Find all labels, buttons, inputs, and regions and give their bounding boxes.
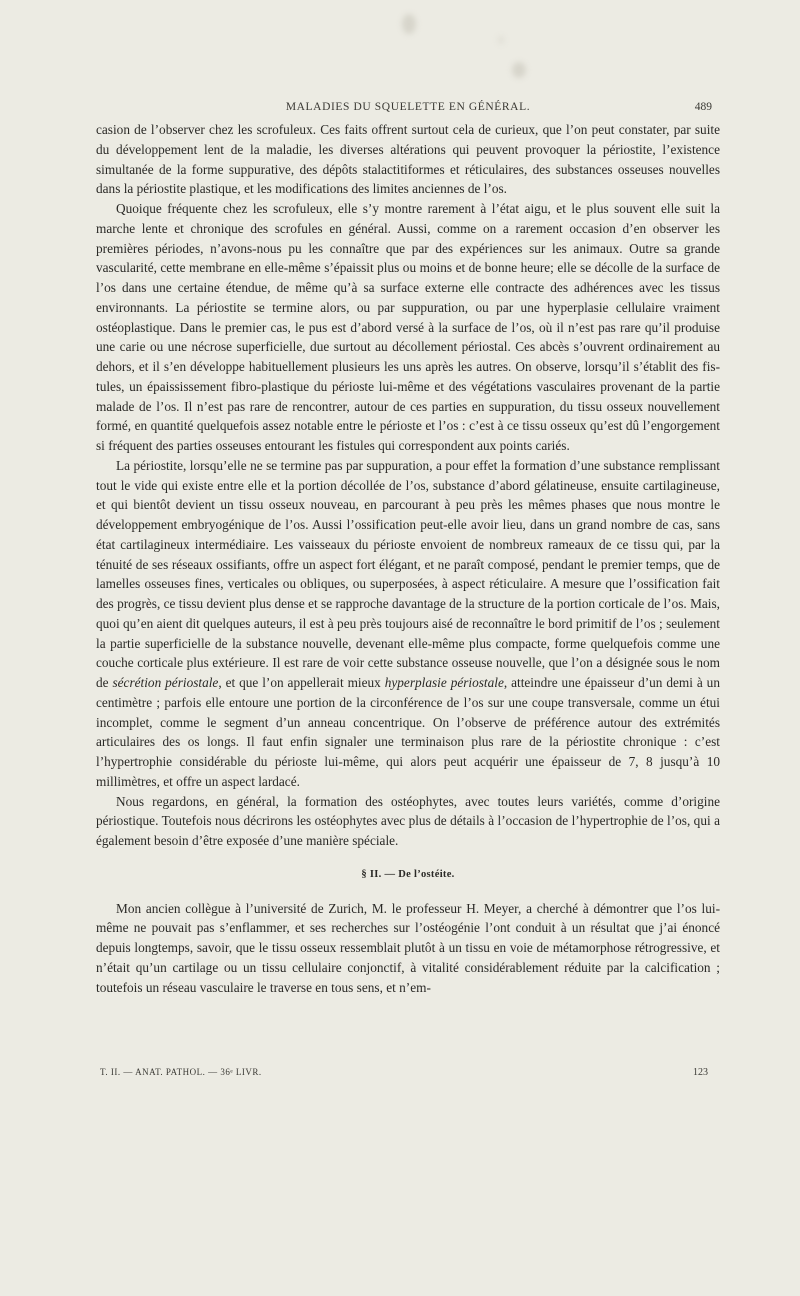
paragraph: Nous regardons, en général, la formation des ostéophytes, avec toutes leurs variétés, comme d’origine périostique. Toutefois nous décrirons les ostéophytes avec plus de détails à l’occasion de l’hypertrophie de l’os, qui a également besoin d’être exposée d’une manière spéciale.	[96, 793, 720, 848]
page-number: 489	[694, 101, 712, 113]
paragraph-text: , atteindre une épaisseur d’un demi à un centimètre ; parfois elle entoure une portion de la circonférence de l’os sur une coupe transversale, comme un étui incomplet, comme le segment d’un anneau concentrique. On l’observe de préférence autour des extrémités articulaires des os longs. Il faut enfin signaler une terminaison plus rare de la périostite chronique : c’est l’hypertrophie considérable du périoste lui-même, qui alors peut acquérir une épaisseur de 7, 8 jusqu’à 10 millimètres, et offre un aspect lardacé.	[96, 675, 720, 789]
body-text	[96, 120, 720, 997]
running-head	[96, 101, 720, 117]
printer-signature: T. II. — ANAT. PATHOL. — 36ᵉ LIVR.	[100, 1067, 262, 1077]
sheet-number: 123	[693, 1067, 708, 1078]
paragraph: Mon ancien collègue à l’université de Zurich, M. le professeur H. Meyer, a cherché à démontrer que l’os lui-même ne pouvait pas s’enflammer, et ses recherches sur l’ostéogénie l’ont conduit à un résultat que j’ai énoncé depuis longtemps, savoir, que le tissu osseux ressemblait plutôt à un tissu en voie de métamorphose rétrogressive, et n’était qu’un cartilage ou un tissu cellulaire conjonctif, à vitalité considérablement réduite par la calcification ; toutefois un réseau vasculaire le traverse en tous sens, et n’em-	[96, 900, 720, 995]
paper-stain	[498, 36, 504, 44]
paragraph: Quoique fréquente chez les scrofuleux, elle s’y montre rarement à l’état aigu, et le plus souvent elle suit la marche lente et chronique des scrofules en général. Aussi, comme on a rarement occasion d’en observer les premières périodes, n’avons-nous pu les connaître que par des expériences sur les animaux. Outre sa grande vascularité, cette membrane en elle-même s’épaissit plus ou moins et de bonne heure; elle se décolle de la surface de l’os dans une certaine étendue, de même qu’à sa surface externe elle contracte des adhérences avec les tissus environnants. La périostite se termine alors, ou par suppuration, ou par une hyperplasie cellulaire vraiment ostéoplastique. Dans le premier cas, le pus est d’abord versé à la surface de l’os, où il n’est pas rare qu’il produise une carie ou une nécrose superficielle, due surtout au décollement périostal. Ces abcès s’ouvrent ordinairement au dehors, et il s’en développe habituellement plusieurs les uns après les autres. On observe, lorsqu’il s’établit des fistules, un épaississement fibro-plastique du périoste lui-même et des végétations vasculaires provenant de la partie malade de l’os. Il n’est pas rare de rencontrer, autour de ces parties en suppuration, du tissu osseux nouvellement formé, en quantité quelquefois assez notable entre le périoste et l’os : c’est à ce tissu osseux qu’est dû l’engorgement si fréquent des parties osseuses entourant les fistules qui correspondent aux points cariés.	[96, 201, 720, 453]
paragraph: casion de l’observer chez les scrofuleux. Ces faits offrent surtout cela de curieux, que l’on peut constater, par suite du développement lent de la maladie, les diverses altérations qui peuvent provoquer la périostite, l’existence simultanée de la forme suppurative, des dépôts stalactitiformes et réticulaires, des substances osseuses nouvelles dans la périostite plastique, et les modifications des limites anciennes de l’os.	[96, 122, 720, 197]
paragraph	[96, 456, 720, 792]
italic-term: sécrétion périostale	[112, 675, 219, 690]
paper-stain	[402, 14, 416, 34]
running-title: MALADIES DU SQUELETTE EN GÉNÉRAL.	[285, 101, 531, 113]
paragraph-text: , et que l’on appellerait mieux	[218, 675, 385, 690]
paragraph-text: La périostite, lorsqu’elle ne se termine pas par suppuration, a pour effet la formation d’une substance remplissant tout le vide qui existe entre elle et la portion décollée de l’os, substance d’abord gélatineuse, ensuite cartilagineuse, et qui bientôt devient un tissu osseux nouveau, en parcourant à peu près les mêmes phases que nous montre le développement embryogénique de l’os. Aussi l’ossification peut-elle avoir lieu, dans un grand nombre de cas, sans état cartilagineux intermédiaire. Les vaisseaux du périoste envoient de nombreux rameaux de ce tissu qui, par la ténuité de ses réseaux ossifiants, offre un aspect fort élégant, et ne paraît composé, pendant le premier temps, que de lamelles osseuses fines, verticales ou obliques, ou superposées, à aspect réticulaire. A mesure que l’ossification fait des progrès, ce tissu devient plus dense et se rapproche davantage de la structure de la portion corticale de l’os. Mais, quoi qu’en aient dit quelques auteurs, il est à peu près toujours aisé de reconnaître le bord primitif de l’os ; seulement la partie superficielle de la substance nouvelle, devenant elle-même plus compacte, forme quelquefois comme une couche corticale plus extérieure. Il est rare de voir cette substance osseuse nouvelle, que l’on a désignée sous le nom de	[96, 457, 720, 690]
italic-term: hyperplasie périostale	[384, 675, 504, 690]
section-heading: § II. — De l’ostéite.	[361, 868, 455, 880]
paper-stain	[512, 62, 526, 78]
page-footer	[96, 1067, 720, 1081]
